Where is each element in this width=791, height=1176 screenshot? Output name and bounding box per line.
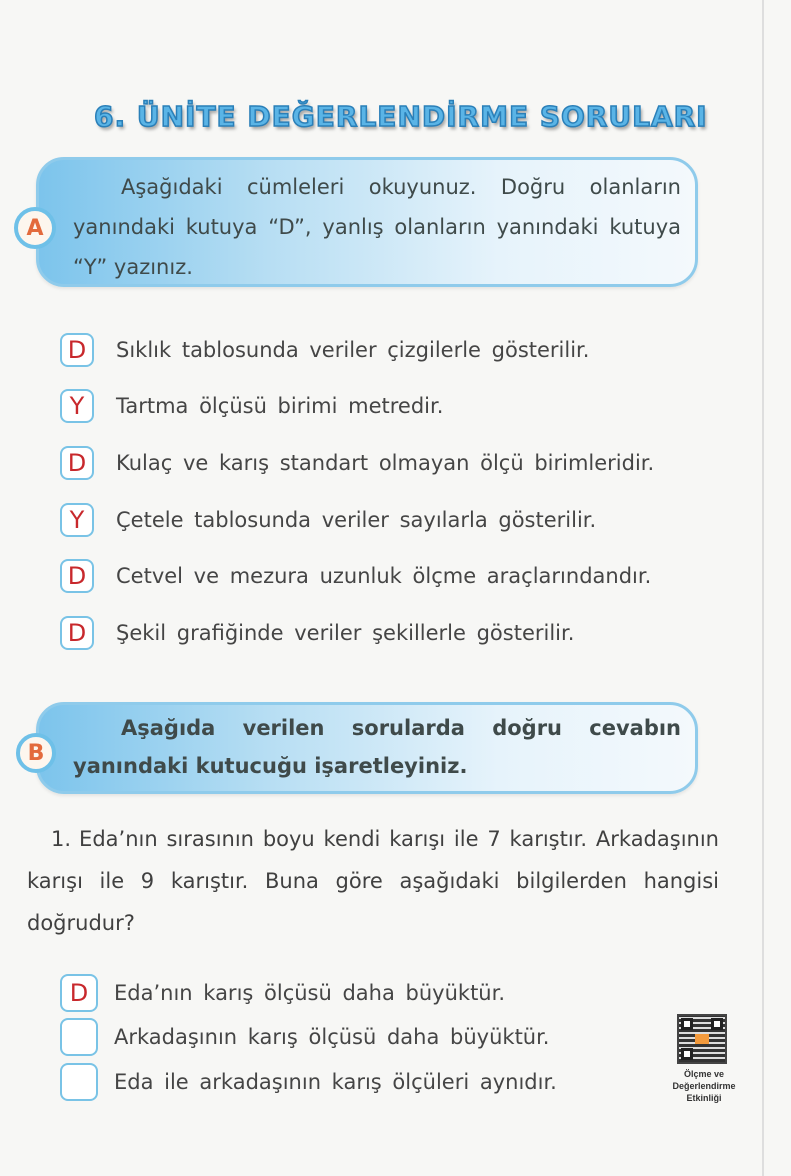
qr-label-line: Ölçme ve: [683, 1069, 725, 1079]
section-b-instruction-text: Aşağıda verilen sorularda doğru cevabın yanındaki kutucuğu işaretleyiniz.: [73, 716, 681, 778]
section-b-badge: B: [16, 733, 56, 773]
statement-text: Kulaç ve karış standart olmayan ölçü birimleridir.: [116, 451, 655, 475]
question-text: Eda’nın sırasının boyu kendi karışı ile 7 karıştır. Arkadaşının karışı ile 9 karıştır. Buna göre aşağıdaki bilgilerden hangisi doğrudur?: [27, 827, 719, 935]
answer-option: [60, 973, 505, 1013]
page-title: 6. ÜNİTE DEĞERLENDİRME SORULARI: [94, 100, 708, 133]
qr-label: [662, 1068, 746, 1104]
section-a-instruction: [73, 167, 681, 287]
statement-text: Sıklık tablosunda veriler çizgilerle gösterilir.: [116, 338, 590, 362]
true-false-item: [60, 386, 443, 426]
true-false-item: [60, 443, 654, 483]
section-b-instruction: [73, 709, 681, 785]
statement-text: Şekil grafiğinde veriler şekillerle gösterilir.: [116, 621, 575, 645]
true-false-item: [60, 330, 589, 370]
qr-label-line: Etkinliği: [686, 1093, 722, 1103]
section-a-instruction-box: [36, 157, 698, 287]
true-false-item: [60, 556, 651, 596]
statement-text: Cetvel ve mezura uzunluk ölçme araçlarındandır.: [116, 564, 652, 588]
answer-box[interactable]: D: [60, 559, 94, 593]
question-1: [27, 818, 719, 944]
qr-label-line: Değerlendirme: [672, 1081, 736, 1091]
option-checkbox[interactable]: [60, 1018, 98, 1056]
section-a-instruction-text: Aşağıdaki cümleleri okuyunuz. Doğru olanların yanındaki kutuya “D”, yanlış olanların yanındaki kutuya “Y” yazınız.: [73, 175, 681, 279]
option-checkbox[interactable]: [60, 1063, 98, 1101]
option-text: Arkadaşının karış ölçüsü daha büyüktür.: [114, 1025, 550, 1049]
answer-option: [60, 1017, 550, 1057]
option-checkbox[interactable]: D: [60, 974, 98, 1012]
qr-code-icon[interactable]: [677, 1014, 727, 1064]
answer-box[interactable]: D: [60, 616, 94, 650]
answer-box[interactable]: D: [60, 446, 94, 480]
page-edge-line: [762, 0, 764, 1176]
answer-box[interactable]: Y: [60, 503, 94, 537]
answer-option: [60, 1062, 557, 1102]
answer-box[interactable]: Y: [60, 389, 94, 423]
true-false-item: [60, 500, 596, 540]
question-number: 1.: [51, 827, 72, 851]
section-a-badge: A: [14, 207, 56, 249]
true-false-item: [60, 613, 574, 653]
option-text: Eda’nın karış ölçüsü daha büyüktür.: [114, 981, 505, 1005]
section-b-instruction-box: [36, 702, 698, 794]
statement-text: Çetele tablosunda veriler sayılarla gösterilir.: [116, 508, 597, 532]
option-text: Eda ile arkadaşının karış ölçüleri aynıdır.: [114, 1070, 557, 1094]
statement-text: Tartma ölçüsü birimi metredir.: [116, 394, 444, 418]
answer-box[interactable]: D: [60, 333, 94, 367]
